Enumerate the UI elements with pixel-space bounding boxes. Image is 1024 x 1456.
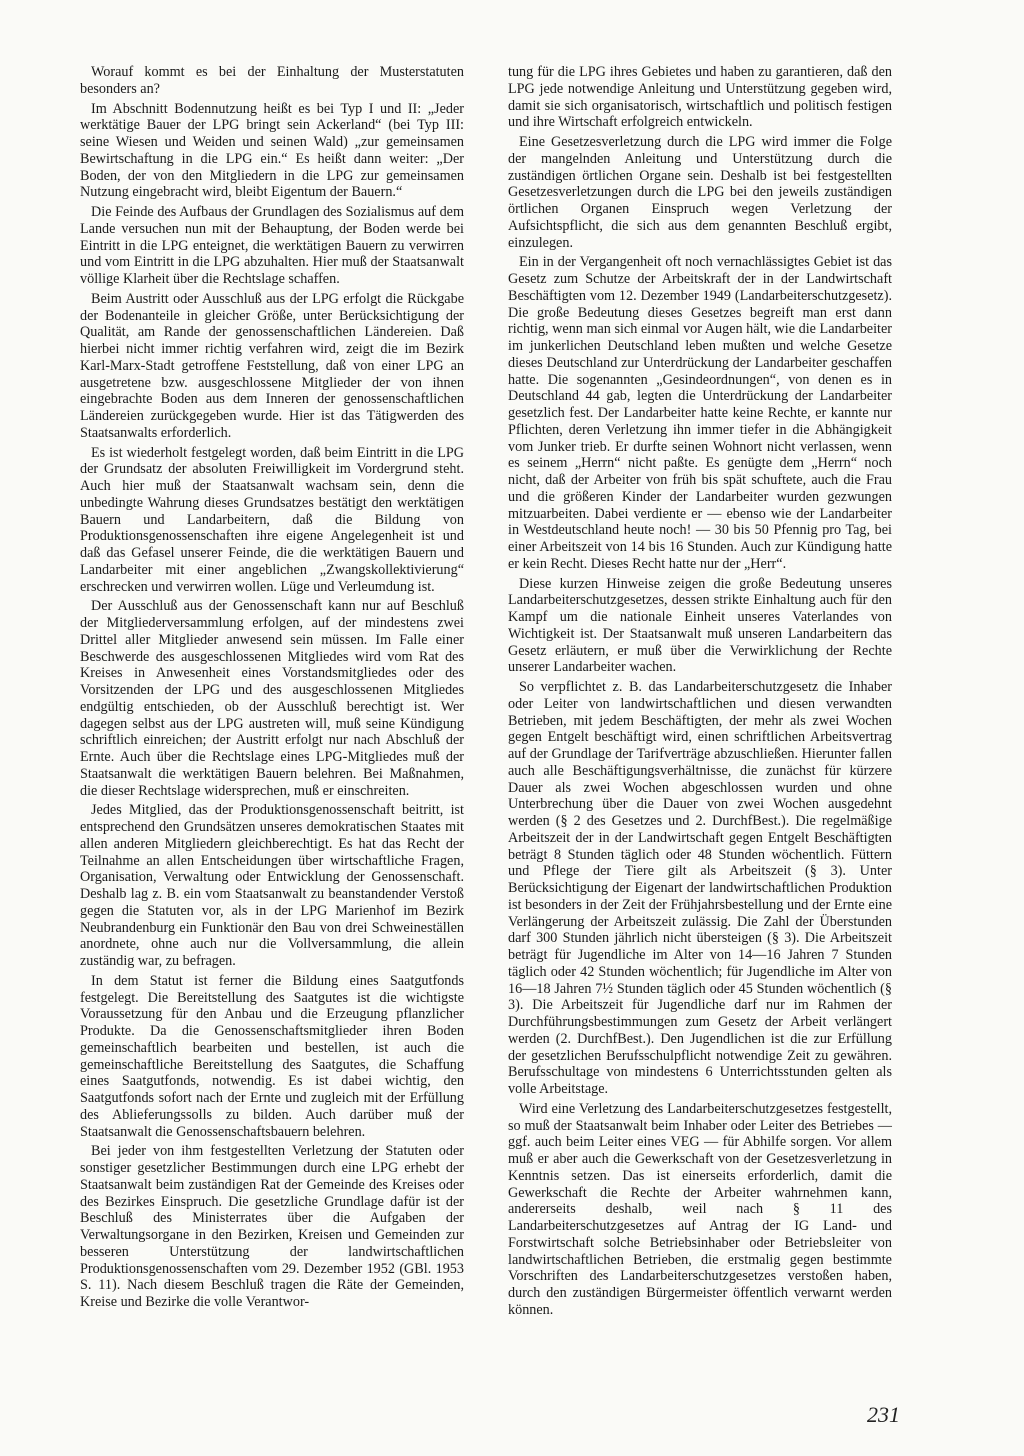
paragraph: Ein in der Vergangenheit oft noch vernachlässigtes Gebiet ist das Gesetz zum Schutze der Arbeitskraft der in der Landwirtschaft Beschäftigten vom 12. Dezember 1949 (Landarbeiterschutzgesetz). Die große Bedeutung dieses Gesetzes begreift man erst dann richtig, wenn man sich einmal vor Augen hält, wie die Landarbeiter im junkerlichen Deutschland leben mußten und welche Gesetze dieses Deutschland zur Unterdrückung der Landarbeiter geschaffen hatte. Die sogenannten „Gesindeordnungen“, von denen es in Deutschland 44 gab, legten die Unterdrückung der Landarbeiter gesetzlich fest. Der Landarbeiter hatte keine Rechte, er kannte nur Pflichten, deren Verletzung ihn immer tiefer in die Abhängigkeit vom Junker trieb. Er durfte seinen Wohnort nicht verlassen, wenn es seinem „Herrn“ nicht paßte. Es genügte dem „Herrn“ noch nicht, daß der Arbeiter von früh bis spät schuftete, auch die Frau und die größeren Kinder der Landarbeiter wurden gezwungen mitzuarbeiten. Dabei verdiente er — ebenso wie der Landarbeiter in Westdeutschland heute noch! — 30 bis 50 Pfennig pro Tag, bei einer Arbeitszeit von 14 bis 16 Stunden. Auch zur Kündigung hatte er kein Recht. Dieses Recht hatte nur der „Herr“. — [508, 254, 892, 572]
paragraph: Worauf kommt es bei der Einhaltung der Musterstatuten besonders an? — [80, 64, 464, 97]
paragraph: In dem Statut ist ferner die Bildung eines Saatgutfonds festgelegt. Die Bereitstellung des Saatgutes ist die wichtigste Voraussetzung für den Anbau und die Erzeugung pflanzlicher Produkte. Da die Genossenschaftsmitglieder ihren Boden gemeinschaftlich bearbeiten und bestellen, ist auch die gemeinschaftliche Bereitstellung des Saatgutes, die Schaffung eines Saatgutfonds, notwendig. Es ist dabei wichtig, den Saatgutfonds sofort nach der Ernte und zugleich mit der Erfüllung des Ablieferungssolls zu bilden. Auch darüber muß der Staatsanwalt die Genossenschaftsbauern belehren. — [80, 972, 464, 1140]
paragraph: Im Abschnitt Bodennutzung heißt es bei Typ I und II: „Jeder werktätige Bauer der LPG bringt sein Ackerland“ (bei Typ III: seine Wiesen und Weiden und seinen Wald) „zur gemeinsamen Bewirtschaftung in die LPG ein.“ Es heißt dann weiter: „Der Boden, der von den Mitgliedern in die LPG zur gemeinsamen Nutzung eingebracht wird, bleibt Eigentum der Bauern.“ — [80, 100, 464, 201]
paragraph: Eine Gesetzesverletzung durch die LPG wird immer die Folge der mangelnden Anleitung und Unterstützung durch die zuständigen örtlichen Organe sein. Deshalb ist bei festgestellten Gesetzesverletzungen durch die LPG bei den jeweils zuständigen örtlichen Organen Einspruch wegen Verletzung der Aufsichtspflicht, die sich aus dem genannten Beschluß ergibt, einzulegen. — [508, 134, 892, 251]
paragraph: Die Feinde des Aufbaus der Grundlagen des Sozialismus auf dem Lande versuchen nun mit der Behauptung, der Boden werde bei Eintritt in die LPG enteignet, die werktätigen Bauern zu verwirren und vom Eintritt in die LPG abzuhalten. Hier muß der Staatsanwalt völlige Klarheit über die Rechtslage schaffen. — [80, 204, 464, 287]
page-number: 231 — [867, 1402, 900, 1427]
paragraph: Beim Austritt oder Ausschluß aus der LPG erfolgt die Rückgabe der Bodenanteile in gleicher Größe, unter Berücksichtigung der Qualität, am Rande der genossenschaftlichen Ländereien. Daß hierbei nicht immer richtig verfahren wird, zeigt die im Bezirk Karl-Marx-Stadt getroffene Feststellung, daß von einer LPG an ausgetretene bzw. ausgeschlossene Mitglieder der von ihnen eingebrachte Boden aus dem Inneren der genossenschaftlichen Ländereien zurückgegeben wurde. Hier ist das Tätigwerden des Staatsanwalts erforderlich. — [80, 290, 464, 441]
paragraph: Der Ausschluß aus der Genossenschaft kann nur auf Beschluß der Mitgliederversammlung erfolgen, auf der mindestens zwei Drittel aller Mitglieder anwesend sein müssen. Im Falle einer Beschwerde des ausgeschlossenen Mitgliedes wird vom Rat des Kreises in Anwesenheit eines Vorstandsmitgliedes oder des Vorsitzenden der LPG und des ausgeschlossenen Mitgliedes endgültig entschieden, ob der Ausschluß berechtigt ist. Wer dagegen selbst aus der LPG austreten will, muß seine Kündigung schriftlich einreichen; der Austritt erfolgt nur nach Abschluß der Ernte. Auch über die Rechtslage eines LPG-Mitgliedes muß der Staatsanwalt die werktätigen Bauern belehren. Bei Maßnahmen, die dieser Rechtslage widersprechen, muß er einschreiten. — [80, 598, 464, 799]
paragraph: Jedes Mitglied, das der Produktionsgenossenschaft beitritt, ist entsprechend den Grundsätzen unseres demokratischen Staates mit allen anderen Mitgliedern gleichberechtigt. Es hat das Recht der Teilnahme an allen Entscheidungen über wirtschaftliche Fragen, Organisation, Verwaltung oder Entwicklung der Genossenschaft. Deshalb lag z. B. ein vom Staatsanwalt zu beanstandender Verstoß gegen die Statuten vor, als in der LPG Marienhof im Bezirk Neubrandenburg ein Funktionär den Bau von drei Schweineställen anordnete, ohne auch nur die Vollversammlung, die allein zuständig war, zu befragen. — [80, 802, 464, 969]
paragraph: So verpflichtet z. B. das Landarbeiterschutzgesetz die Inhaber oder Leiter von landwirtschaftlichen und diesen verwandten Betrieben, mit jedem Beschäftigten, der mehr als zwei Wochen gegen Entgelt beschäftigt wird, einen schriftlichen Arbeitsvertrag auf der Grundlage der Tarifverträge abzuschließen. Hierunter fallen auch alle Beschäftigungsverhältnisse, die zunächst für kürzere Dauer als zwei Wochen abgeschlossen wurden und ohne Unterbrechung über die Dauer von zwei Wochen ausgedehnt werden (§ 2 des Gesetzes und 2. DurchfBest.). Die regelmäßige Arbeitszeit der in der Landwirtschaft gegen Entgelt Beschäftigten beträgt 8 Stunden täglich oder 48 Stunden wöchentlich. Füttern und Pflege der Tiere gilt als Arbeitszeit (§ 3). Unter Berücksichtigung der Eigenart der landwirtschaftlichen Produktion ist besonders in der Zeit der Frühjahrsbestellung und der Ernte eine Verlängerung der Arbeitszeit zulässig. Die Zahl der Überstunden darf 300 Stunden jährlich nicht übersteigen (§ 3). Die Arbeitszeit beträgt für Jugendliche im Alter von 14—16 Jahren 7 Stunden täglich oder 42 Stunden wöchentlich; für Jugendliche im Alter von 16—18 Jahren 7½ Stunden täglich oder 45 Stunden wöchentlich (§ 3). Die Arbeitszeit für Jugendliche darf nur im Rahmen der Durchführungsbestimmungen zum Gesetz der Arbeit verlängert werden (2. DurchfBest.). Den Jugendlichen ist die zur Erfüllung der gesetzlichen Berufsschulpflicht notwendige Zeit zu gewähren. Berufsschultage von mindestens 6 Unterrichtsstunden gelten als volle Arbeitstage. — [508, 679, 892, 1097]
left-column — [80, 64, 464, 1314]
right-column — [508, 64, 892, 1322]
paragraph: Wird eine Verletzung des Landarbeiterschutzgesetzes festgestellt, so muß der Staatsanwalt beim Inhaber oder Leiter des Betriebes — ggf. auch beim Leiter eines VEG — für Abhilfe sorgen. Vor allem muß er aber auch die Gewerkschaft von der Gesetzesverletzung in Kenntnis setzen. Das ist einerseits erforderlich, damit die Gewerkschaft die Rechte der Arbeiter wahrnehmen kann, andererseits deshalb, weil nach § 11 des Landarbeiterschutzgesetzes auf Antrag der IG Land- und Forstwirtschaft solche Betriebsinhaber oder Betriebsleiter von landwirtschaftlichen Betrieben, die erstmalig gegen bestimmte Vorschriften des Landarbeiterschutzgesetzes verstoßen haben, durch den zuständigen Bürgermeister öffentlich verwarnt werden können. — [508, 1100, 892, 1318]
paragraph: tung für die LPG ihres Gebietes und haben zu garantieren, daß den LPG jede notwendige Anleitung und Unterstützung gegeben wird, damit sie sich organisatorisch, wirtschaftlich und politisch festigen und ihre Wirtschaft erfolgreich entwickeln. — [508, 64, 892, 131]
paragraph: Diese kurzen Hinweise zeigen die große Bedeutung unseres Landarbeiterschutzgesetzes, dessen strikte Einhaltung auch für den Kampf um die nationale Einheit unseres Vaterlandes von Wichtigkeit ist. Der Staatsanwalt muß unseren Landarbeitern das Gesetz erläutern, er muß über die Verwirklichung der Rechte unserer Landarbeiter wachen. — [508, 575, 892, 676]
paragraph: Bei jeder von ihm festgestellten Verletzung der Statuten oder sonstiger gesetzlicher Bestimmungen durch eine LPG erhebt der Staatsanwalt beim zuständigen Rat der Gemeinde des Kreises oder des Bezirkes Einspruch. Die gesetzliche Grundlage dafür ist der Beschluß des Ministerrates über die Aufgaben der Verwaltungsorgane in den Bezirken, Kreisen und Gemeinden zur besseren Unterstützung der landwirtschaftlichen Produktionsgenossenschaften vom 29. Dezember 1952 (GBl. 1953 S. 11). Nach diesem Beschluß tragen die Räte der Gemeinden, Kreise und Bezirke die volle Verantwor- — [80, 1143, 464, 1310]
paragraph: Es ist wiederholt festgelegt worden, daß beim Eintritt in die LPG der Grundsatz der absoluten Freiwilligkeit im Vordergrund steht. Auch hier muß der Staatsanwalt wachsam sein, denn die unbedingte Wahrung dieses Grundsatzes bestätigt den werktätigen Bauern und Landarbeitern, daß die Bildung von Produktionsgenossenschaften ihre eigene Angelegenheit ist und daß das Gefasel unserer Feinde, die die werktätigen Bauern und Landarbeiter mit einer angeblichen „Zwangskollektivierung“ erschrecken und verwirren wollen. Lüge und Verleumdung ist. — [80, 444, 464, 595]
